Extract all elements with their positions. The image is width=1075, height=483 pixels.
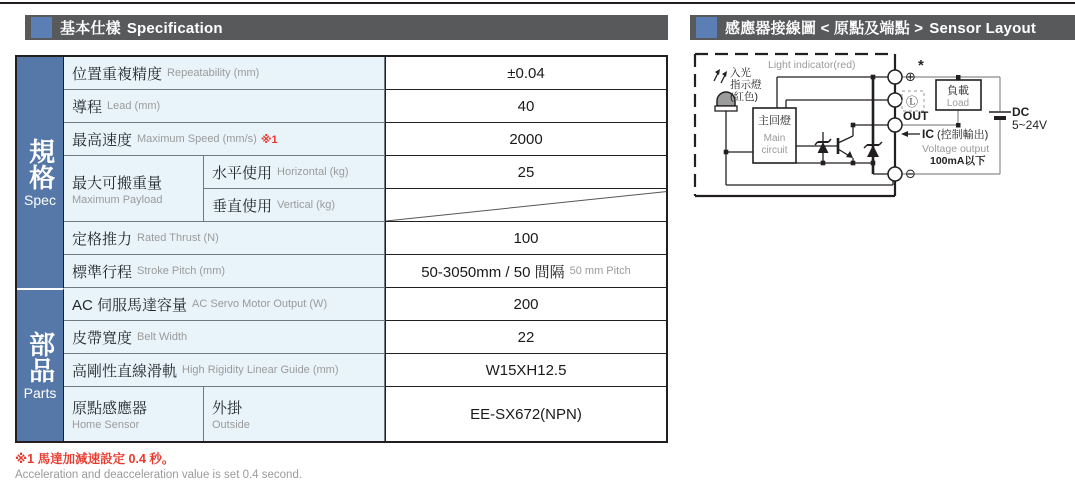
row-stroke-value — [385, 255, 666, 288]
zener-diode-left — [815, 132, 831, 163]
row-payload-label — [64, 156, 204, 222]
na-diagonal-line — [386, 189, 666, 221]
category-spec-zh: 規格 — [25, 137, 56, 190]
category-spec-en: Spec — [24, 191, 56, 208]
main-circuit-en1: Main — [763, 133, 786, 144]
junction-dot — [956, 75, 961, 80]
category-parts-en: Parts — [23, 384, 57, 401]
lead-en: Lead (mm) — [107, 100, 161, 112]
out-terminal-label: OUT — [903, 109, 929, 123]
servo-zh: AC 伺服馬達容量 — [72, 296, 188, 314]
payload-en: Maximum Payload — [72, 193, 163, 206]
row-servo-label — [64, 288, 385, 321]
dc-range-label: 5~24V — [1012, 118, 1048, 132]
load-zh: 負載 — [947, 85, 969, 97]
category-spec — [17, 57, 64, 288]
indicator-red-zh: (紅色) — [730, 91, 758, 103]
light-indicator-en: Light indicator(red) — [768, 59, 856, 71]
ic-arrow — [901, 131, 920, 137]
battery-icon — [989, 112, 1011, 118]
guide-zh: 高剛性直線滑軌 — [72, 362, 178, 380]
header-accent-square — [696, 17, 717, 38]
horizontal-en: Horizontal (kg) — [277, 166, 349, 178]
row-rated-thrust-value: 100 — [385, 222, 666, 255]
category-parts-zh: 部品 — [25, 330, 56, 383]
row-guide-label — [64, 354, 385, 387]
row-vertical-label — [204, 189, 385, 222]
row-vertical-value-na — [385, 189, 666, 222]
max-speed-en: Maximum Speed (mm/s) — [137, 133, 257, 145]
repeatability-en: Repeatability (mm) — [167, 67, 260, 79]
ic-label: IC — [922, 127, 934, 141]
vertical-en: Vertical (kg) — [277, 199, 336, 211]
stroke-zh: 標準行程 — [72, 263, 133, 281]
minus-terminal-label: ⊖ — [905, 166, 916, 181]
category-parts — [17, 288, 64, 441]
footnote — [15, 449, 302, 481]
top-rule — [0, 2, 1075, 4]
servo-en: AC Servo Motor Output (W) — [192, 298, 328, 310]
sensor-layout-header — [690, 15, 1075, 40]
max-speed-zh: 最高速度 — [72, 131, 133, 149]
dc-label: DC — [1012, 105, 1030, 119]
specification-header — [25, 15, 668, 40]
max-speed-footnote-ref: ※1 — [260, 133, 278, 146]
row-horizontal-label — [204, 156, 385, 189]
home-sensor-type-en: Outside — [212, 419, 250, 431]
load-en: Load — [946, 98, 970, 109]
belt-zh: 皮帶寬度 — [72, 329, 133, 347]
specification-title — [60, 17, 223, 38]
l-terminal-label: Ⓛ — [906, 95, 919, 109]
horizontal-zh: 水平使用 — [212, 164, 273, 182]
sensor-layout-title — [725, 17, 1036, 38]
sensor-layout-title-zh: 感應器接線圖 < 原點及端點 > — [725, 20, 924, 37]
repeatability-zh: 位置重複精度 — [72, 65, 163, 83]
row-servo-value: 200 — [385, 288, 666, 321]
home-sensor-type-zh: 外掛 — [212, 400, 243, 417]
star-mark: * — [918, 57, 924, 74]
row-guide-value: W15XH12.5 — [385, 354, 666, 387]
voltage-output-label: Voltage output — [922, 143, 990, 155]
row-lead-label — [64, 90, 385, 123]
header-accent-square — [31, 17, 52, 38]
footnote-zh: ※1 馬達加減速設定 0.4 秒。 — [15, 452, 175, 466]
lead-zh: 導程 — [72, 98, 103, 116]
row-home-sensor-type — [204, 387, 385, 441]
belt-en: Belt Width — [137, 331, 188, 343]
current-limit-label: 100mA以下 — [930, 155, 986, 167]
row-repeatability-value: ±0.04 — [385, 57, 666, 90]
row-lead-value: 40 — [385, 90, 666, 123]
row-home-sensor-label — [64, 387, 204, 441]
row-stroke-label — [64, 255, 385, 288]
light-in-arrows — [714, 69, 727, 83]
stroke-value-sub: 50 mm Pitch — [569, 265, 631, 277]
stroke-en: Stroke Pitch (mm) — [137, 265, 226, 277]
row-belt-label — [64, 321, 385, 354]
specification-table — [15, 55, 668, 443]
row-repeatability-label — [64, 57, 385, 90]
vertical-zh: 垂直使用 — [212, 197, 273, 215]
row-rated-thrust-label — [64, 222, 385, 255]
row-home-sensor-value: EE-SX672(NPN) — [385, 387, 666, 441]
footnote-en: Acceleration and deacceleration value is set 0.4 second. — [15, 469, 303, 481]
stroke-value-main: 50-3050mm / 50 間隔 — [421, 263, 565, 281]
rated-thrust-zh: 定格推力 — [72, 230, 133, 248]
home-sensor-zh: 原點感應器 — [72, 400, 148, 417]
row-max-speed-label — [64, 123, 385, 156]
sensor-wiring-diagram — [690, 48, 1075, 213]
main-circuit-en2: circuit — [761, 145, 788, 156]
row-belt-value: 22 — [385, 321, 666, 354]
light-in-zh: 入光 — [730, 67, 751, 79]
control-output-label: (控制輸出) — [937, 129, 989, 141]
main-circuit-zh: 主回燈 — [758, 115, 791, 127]
row-max-speed-value: 2000 — [385, 123, 666, 156]
guide-en: High Rigidity Linear Guide (mm) — [182, 364, 339, 376]
specification-title-zh: 基本仕樣 — [60, 20, 121, 37]
indicator-zh: 指示燈 — [730, 79, 762, 91]
sensor-layout-title-en: Sensor Layout — [929, 20, 1037, 37]
payload-zh: 最大可搬重量 — [72, 174, 163, 192]
junction-dot — [956, 123, 961, 128]
rated-thrust-en: Rated Thrust (N) — [137, 232, 219, 244]
specification-title-en: Specification — [126, 20, 223, 37]
home-sensor-en: Home Sensor — [72, 419, 140, 431]
npn-transistor — [838, 136, 853, 163]
row-horizontal-value: 25 — [385, 156, 666, 189]
plus-terminal-label: ⊕ — [905, 69, 916, 84]
